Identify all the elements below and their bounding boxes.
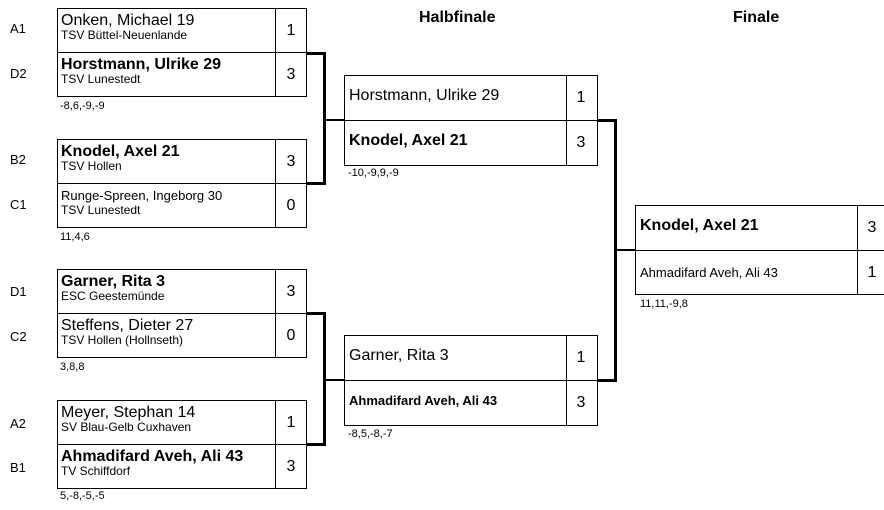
player-name: Runge-Spreen, Ingeborg 30 xyxy=(61,188,223,203)
player-entry xyxy=(57,269,307,314)
bracket-connector xyxy=(614,249,636,251)
player-name: Garner, Rita 3 xyxy=(349,347,449,364)
player-points: 1 xyxy=(576,349,586,366)
player-entry xyxy=(57,444,307,489)
match-score: 3,8,8 xyxy=(60,361,85,373)
player-entry xyxy=(635,250,884,295)
player-entry xyxy=(57,183,307,228)
player-entry xyxy=(57,400,307,445)
player-club: TSV Lunestedt xyxy=(61,72,141,86)
player-entry xyxy=(344,380,598,426)
player-points: 3 xyxy=(576,394,586,411)
semifinal-header: Halbfinale xyxy=(419,9,496,26)
player-points: 3 xyxy=(286,457,296,475)
player-points: 1 xyxy=(286,413,296,431)
match-score: -10,-9,9,-9 xyxy=(348,167,399,179)
seed-label: C2 xyxy=(10,329,27,344)
player-entry xyxy=(57,139,307,184)
match-score: -8,5,-8,-7 xyxy=(348,428,393,440)
bracket-connector xyxy=(323,379,345,381)
match-score: -8,6,-9,-9 xyxy=(60,100,105,112)
player-points: 1 xyxy=(576,89,586,106)
player-name: Knodel, Axel 21 xyxy=(349,132,468,149)
player-points: 3 xyxy=(286,282,296,300)
player-club: TV Schiffdorf xyxy=(61,464,131,478)
player-name: Ahmadifard Aveh, Ali 43 xyxy=(640,265,778,280)
player-entry xyxy=(635,205,884,251)
final-header: Finale xyxy=(733,9,780,26)
player-points: 3 xyxy=(576,134,586,151)
player-name: Meyer, Stephan 14 xyxy=(61,404,196,421)
player-club: ESC Geestemünde xyxy=(61,289,165,303)
player-entry xyxy=(57,52,307,97)
player-club: TSV Hollen xyxy=(61,159,122,173)
player-name: Knodel, Axel 21 xyxy=(61,143,180,160)
match-score: 11,4,6 xyxy=(60,231,90,243)
seed-label: D2 xyxy=(10,66,27,81)
player-name: Garner, Rita 3 xyxy=(61,273,166,290)
bracket-connector xyxy=(323,119,345,121)
player-name: Ahmadifard Aveh, Ali 43 xyxy=(61,448,244,465)
player-points: 0 xyxy=(286,326,296,344)
seed-label: B1 xyxy=(10,460,26,475)
player-name: Horstmann, Ulrike 29 xyxy=(349,87,500,104)
player-entry xyxy=(344,335,598,381)
player-points: 3 xyxy=(286,152,296,170)
seed-label: A2 xyxy=(10,416,26,431)
match-score: 11,11,-9,8 xyxy=(640,298,688,310)
player-entry xyxy=(344,75,598,121)
player-name: Onken, Michael 19 xyxy=(61,12,195,29)
player-club: TSV Büttel-Neuenlande xyxy=(61,28,188,42)
player-points: 1 xyxy=(867,263,877,281)
player-points: 1 xyxy=(286,21,296,39)
player-name: Steffens, Dieter 27 xyxy=(61,317,194,334)
player-entry xyxy=(57,8,307,53)
player-entry xyxy=(57,313,307,358)
player-points: 3 xyxy=(867,219,877,236)
player-club: TSV Lunestedt xyxy=(61,203,141,217)
player-points: 3 xyxy=(286,65,296,83)
player-club: SV Blau-Gelb Cuxhaven xyxy=(61,420,192,434)
seed-label: B2 xyxy=(10,152,26,167)
player-club: TSV Hollen (Hollnseth) xyxy=(61,333,184,347)
player-name: Horstmann, Ulrike 29 xyxy=(61,56,222,73)
seed-label: D1 xyxy=(10,284,27,299)
player-name: Ahmadifard Aveh, Ali 43 xyxy=(349,393,498,408)
player-points: 0 xyxy=(286,196,296,214)
player-name: Knodel, Axel 21 xyxy=(640,217,759,234)
seed-label: A1 xyxy=(10,21,26,36)
player-entry xyxy=(344,120,598,166)
seed-label: C1 xyxy=(10,197,27,212)
match-score: 5,-8,-5,-5 xyxy=(60,490,105,502)
